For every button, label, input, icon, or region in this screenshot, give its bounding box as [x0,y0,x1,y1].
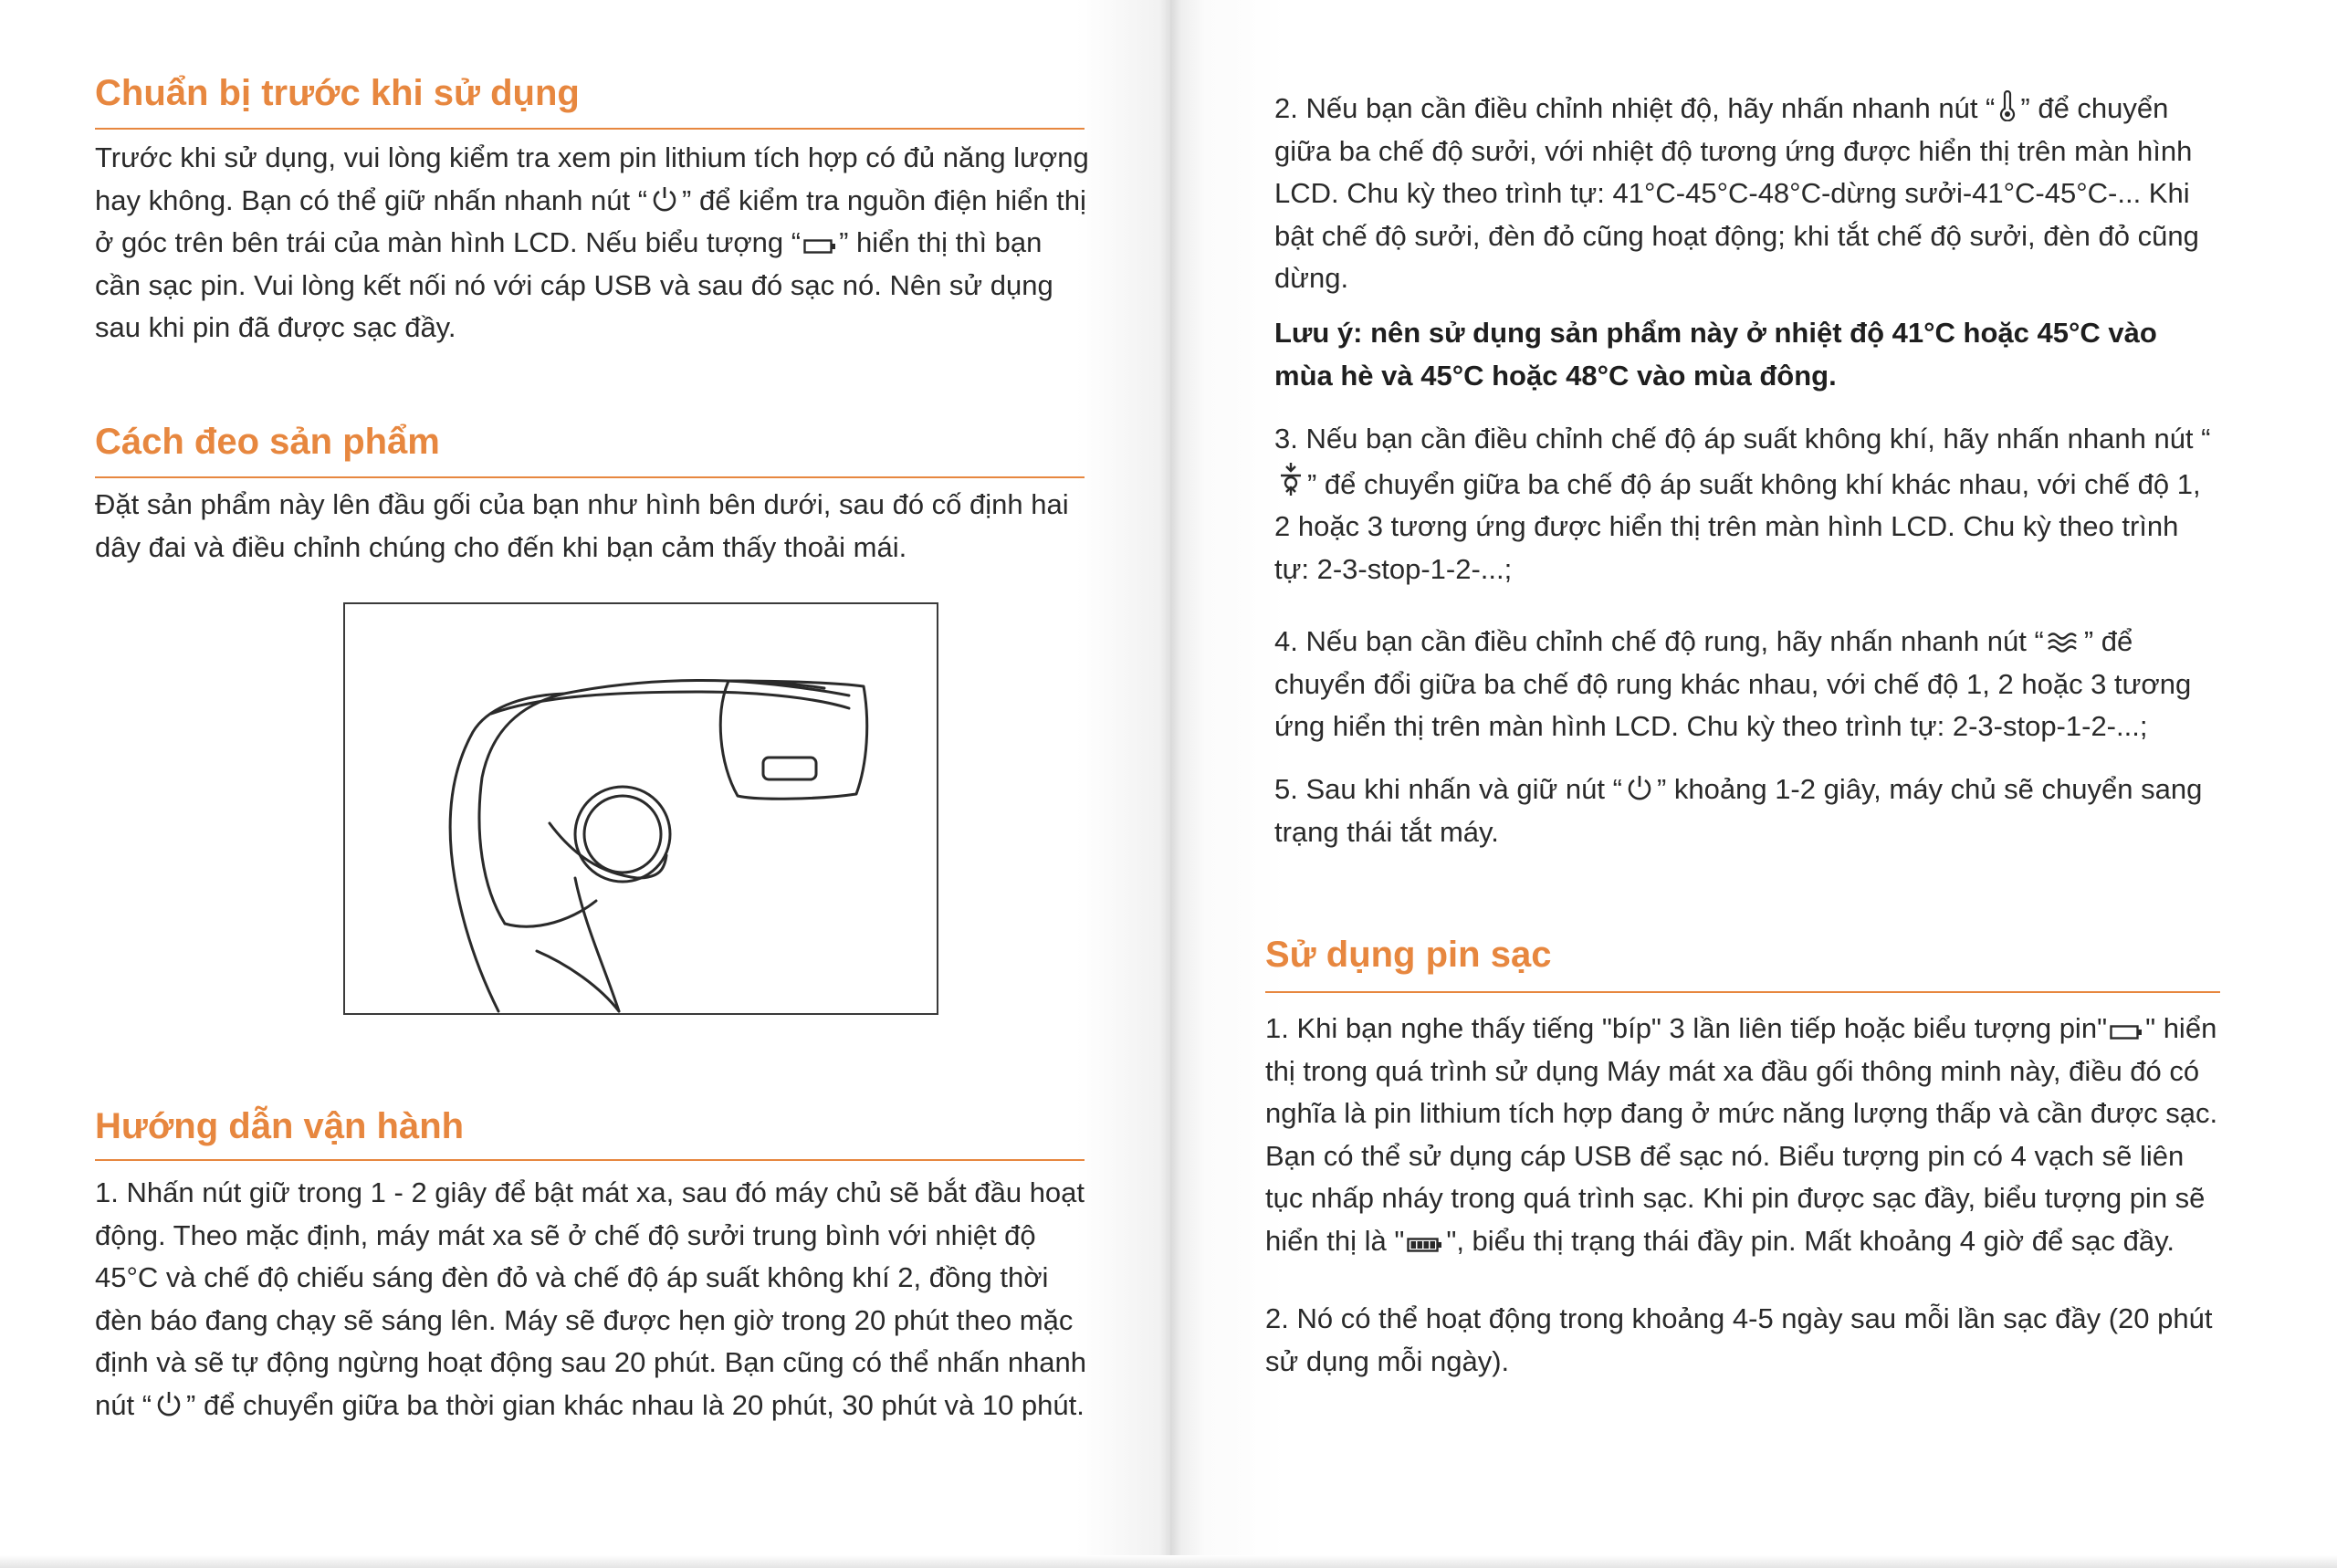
text-segment: ” khoảng 1-2 giây, máy chủ sẽ chuyển sang trạng thái tắt máy. [1274,773,2203,848]
heading-rule [95,1159,1085,1161]
text-segment: ” để chuyển đổi giữa ba chế độ rung khác nhau, với chế độ 1, 2 hoặc 3 tương ứng hiển thị trên màn hình LCD. Chu kỳ theo trình tự: 2-3-stop-1-2-...; [1274,625,2192,742]
text-segment: 5. Sau khi nhấn và giữ nút “ [1274,773,1622,805]
battery-empty-icon [803,237,836,256]
right-page [1170,0,2337,1568]
power-icon [154,1389,183,1418]
text-segment: 2. Nếu bạn cần điều chỉnh nhiệt độ, hãy nhấn nhanh nút “ [1274,92,1996,124]
heading-battery: Sử dụng pin sạc [1265,935,1552,975]
paragraph-battery-1 [1265,1008,2218,1262]
battery-full-icon [1407,1236,1443,1254]
paragraph-item-4 [1274,621,2215,748]
text-segment: ” để chuyển giữa ba chế độ sưởi, với nhiệt độ tương ứng được hiển thị trên màn hình LCD. Chu kỳ theo trình tự: 41°C-45°C-48°C-dừng sưởi-41°C-45°C-... Khi bật chế độ sưởi, đèn đỏ cũng hoạt động; khi tắt chế độ sưởi, đèn đỏ cũng dừng. [1274,92,2199,294]
paragraph-item-3 [1274,418,2215,591]
text-segment: 4. Nếu bạn cần điều chỉnh chế độ rung, hãy nhấn nhanh nút “ [1274,625,2044,657]
knee-drawing [345,604,937,1013]
text-segment: ” để kiểm tra nguồn điện hiển thị ở góc trên bên trái của màn hình LCD. Nếu biểu tượng “ [95,183,1086,258]
heading-rule [95,476,1085,478]
thermometer-icon [1997,90,2017,121]
paragraph-prep [95,137,1092,350]
book-gutter [1159,0,1181,1568]
paragraph-item-2 [1274,88,2215,300]
heading-prep: Chuẩn bị trước khi sử dụng [95,73,580,113]
power-icon [1625,773,1654,802]
air-pressure-icon [1277,461,1305,497]
heading-wear: Cách đeo sản phẩm [95,422,440,462]
heading-rule [95,128,1085,130]
battery-empty-icon [2110,1023,2143,1041]
text-segment: " hiển thị trong quá trình sử dụng Máy mát xa đầu gối thông minh này, điều đó có nghĩa là pin lithium tích hợp đang ở mức năng lượng thấp và cần được sạc. Bạn có thể sử dụng cáp USB để sạc nó. Biểu tượng pin có 4 vạch sẽ liên tục nhấp nháy trong quá trình sạc. Khi pin được sạc đầy, biểu tượng pin sẽ hiển thị là " [1265,1012,2218,1257]
page-bottom-edge [0,1555,2337,1568]
heading-ops: Hướng dẫn vận hành [95,1106,465,1146]
text-segment: ” để chuyển giữa ba chế độ áp suất không khí khác nhau, với chế độ 1, 2 hoặc 3 tương ứng được hiển thị trên màn hình LCD. Chu kỳ theo trình tự: 2-3-stop-1-2-...; [1274,467,2201,585]
text-segment: ", biểu thị trạng thái đầy pin. Mất khoảng 4 giờ để sạc đầy. [1446,1224,2175,1257]
heading-rule [1265,991,2220,993]
text-segment: 1. Nhấn nút giữ trong 1 - 2 giây để bật mát xa, sau đó máy chủ sẽ bắt đầu hoạt động. Theo mặc định, máy mát xa sẽ ở chế độ sưởi trung bình với nhiệt độ 45°C và chế độ chiếu sáng đèn đỏ và chế độ áp suất không khí 2, đồng thời đèn báo đang chạy sẽ sáng lên. Máy sẽ được hẹn giờ trong 20 phút theo mặc định và sẽ tự động ngừng hoạt động sau 20 phút. Bạn cũng có thể nhấn nhanh nút “ [95,1176,1087,1421]
power-icon [650,184,679,214]
knee-illustration [343,602,938,1015]
text-segment: Trước khi sử dụng, vui lòng kiểm tra xem pin lithium tích hợp có đủ năng lượng hay không. Bạn có thể giữ nhấn nhanh nút “ [95,141,1089,216]
text-segment: ” hiển thị thì bạn cần sạc pin. Vui lòng kết nối nó với cáp USB và sau đó sạc nó. Nên sử dụng sau khi pin đã được sạc đầy. [95,226,1053,343]
paragraph-item-5 [1274,768,2215,853]
note-text: Lưu ý: nên sử dụng sản phẩm này ở nhiệt độ 41°C hoặc 45°C vào mùa hè và 45°C hoặc 48°C vào mùa đông. [1274,317,2157,392]
text-segment: 1. Khi bạn nghe thấy tiếng "bíp" 3 lần liên tiếp hoặc biểu tượng pin" [1265,1012,2108,1044]
paragraph-wear: Đặt sản phẩm này lên đầu gối của bạn như hình bên dưới, sau đó cố định hai dây đai và điều chỉnh chúng cho đến khi bạn cảm thấy thoải mái. [95,488,1069,563]
text-segment: ” để chuyển giữa ba thời gian khác nhau là 20 phút, 30 phút và 10 phút. [186,1388,1085,1421]
paragraph-ops [95,1172,1092,1427]
vibration-icon [2047,631,2081,654]
paragraph-battery-2: 2. Nó có thể hoạt động trong khoảng 4-5 ngày sau mỗi lần sạc đầy (20 phút sử dụng mỗi ngày). [1265,1302,2213,1377]
text-segment: 3. Nếu bạn cần điều chỉnh chế độ áp suất không khí, hãy nhấn nhanh nút “ [1274,423,2211,455]
